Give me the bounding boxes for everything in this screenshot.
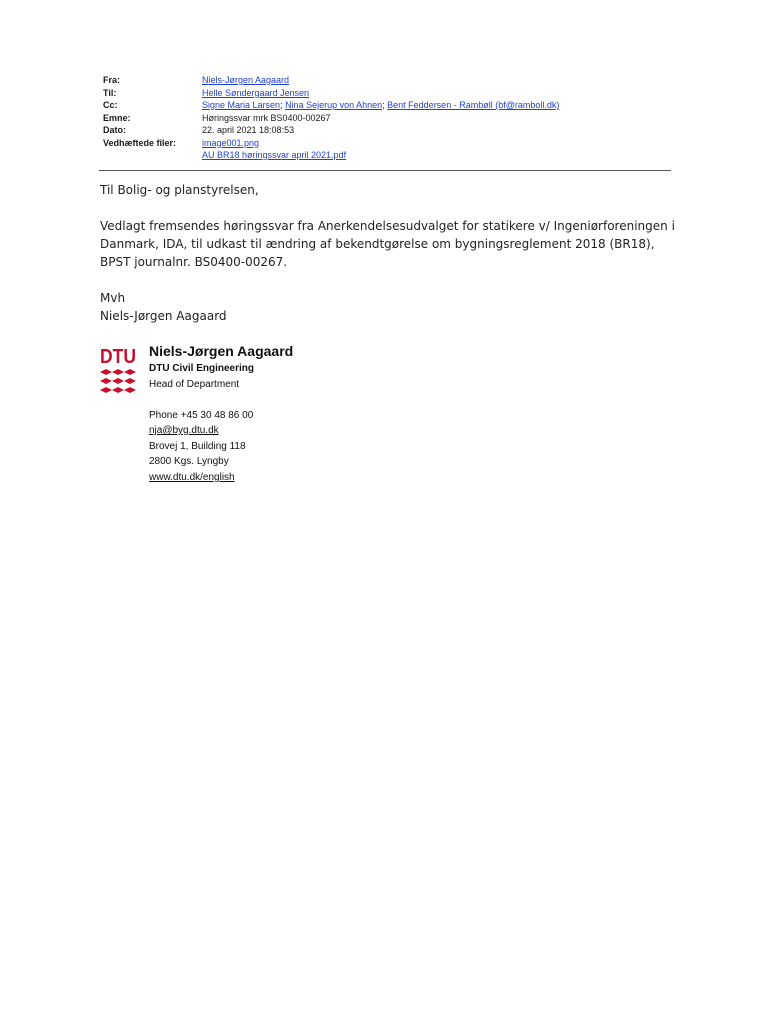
cc-link-3[interactable]: Bent Feddersen - Rambøll (bf@ramboll.dk) xyxy=(387,100,560,110)
signature-department: DTU Civil Engineering xyxy=(149,363,255,374)
body-paragraph: Vedlagt fremsendes høringssvar fra Anerkendelsesudvalget for statikere v/ Ingeniørforeningen i Danmark, IDA, til udkast til ændring af bekendtgørelse om bygningsreglement 2018 (BR18), BPST journalnr. BS0400-00267. xyxy=(100,219,675,269)
signature-address2: 2800 Kgs. Lyngby xyxy=(149,456,229,467)
header-divider xyxy=(99,170,671,171)
dtu-logo-icon xyxy=(100,344,136,398)
signature-website-link[interactable]: www.dtu.dk/english xyxy=(149,471,235,483)
from-label: Fra: xyxy=(103,75,121,85)
signature-phone: Phone +45 30 48 86 00 xyxy=(149,409,254,421)
email-body xyxy=(100,181,675,325)
date-label: Dato: xyxy=(103,125,126,135)
email-header xyxy=(103,74,671,162)
subject-value: Høringssvar mrk BS0400-00267 xyxy=(202,112,331,123)
date-value: 22. april 2021 18:08:53 xyxy=(202,125,295,135)
cc-separator: ; xyxy=(280,100,286,110)
cc-link-2[interactable]: Nina Sejerup von Ahnen xyxy=(285,100,383,110)
subject-label: Emne: xyxy=(103,112,131,123)
attachment-link-1[interactable]: image001.png xyxy=(202,137,260,148)
signature-title: Head of Department xyxy=(149,378,240,390)
date-row xyxy=(103,124,671,137)
closing: Mvh xyxy=(100,291,126,305)
to-link[interactable]: Helle Søndergaard Jensen xyxy=(202,87,310,98)
cc-label: Cc: xyxy=(103,100,118,110)
dtu-logo-text: DTU xyxy=(100,346,136,368)
to-label: Til: xyxy=(103,87,117,98)
from-link[interactable]: Niels-Jørgen Aagaard xyxy=(202,75,290,85)
closing-name: Niels-Jørgen Aagaard xyxy=(100,309,227,323)
signature-name: Niels-Jørgen Aagaard xyxy=(149,343,294,359)
signature-address1: Brovej 1, Building 118 xyxy=(149,440,246,452)
greeting: Til Bolig- og planstyrelsen, xyxy=(100,183,259,197)
attachments-label: Vedhæftede filer: xyxy=(103,137,177,148)
attachment-link-2[interactable]: AU BR18 høringssvar april 2021.pdf xyxy=(202,150,347,160)
attachments-row xyxy=(103,137,671,162)
from-row xyxy=(103,74,671,87)
signature-email-link[interactable]: nja@byg.dtu.dk xyxy=(149,425,219,436)
cc-separator: ; xyxy=(382,100,388,110)
subject-row xyxy=(103,112,671,125)
cc-row xyxy=(103,99,671,112)
cc-link-1[interactable]: Signe Maria Larsen xyxy=(202,100,281,110)
to-row xyxy=(103,87,671,100)
